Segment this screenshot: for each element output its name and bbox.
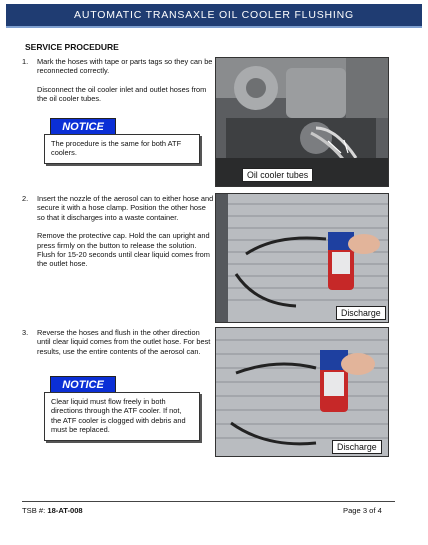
photo-caption: Oil cooler tubes [242,168,313,182]
step-number: 1. [22,57,29,66]
notice-1 [44,118,200,164]
step-text: Disconnect the oil cooler inlet and outlet hoses from the oil cooler tubes. [37,84,207,104]
photo-flush-discharge-1 [215,193,389,323]
photo-flush-discharge-2 [215,327,389,457]
tsb-number: 18-AT-008 [47,506,83,515]
step-1 [22,57,214,113]
header-title: AUTOMATIC TRANSAXLE OIL COOLER FLUSHING [74,9,354,21]
photo-caption: Discharge [332,440,382,454]
footer-page-number: Page 3 of 4 [343,506,382,515]
photo-caption: Discharge [336,306,386,320]
page-header [6,4,422,28]
step-3 [22,328,214,365]
step-text: Insert the nozzle of the aerosol can to either hose and secure it with a hose clamp. Position the other hose so that it discharges into a waste container. [37,194,214,222]
radiator-illustration [216,328,388,456]
photo-oil-cooler-tubes [215,57,389,187]
radiator-illustration [216,194,388,322]
step-number: 3. [22,328,29,337]
engine-illustration [216,58,388,186]
step-2 [22,194,214,278]
step-text: Remove the protective cap. Hold the can upright and press firmly on the button to release the solution. Flush for 15-20 seconds until clear liquid comes from the outlet hose. [37,231,210,269]
notice-2 [44,376,200,441]
footer-divider [22,501,395,502]
step-text: Reverse the hoses and flush in the other direction until clear liquid comes from the outlet hose. For best results, use the entire contents of the aerosol can. [37,328,211,356]
notice-label: NOTICE [50,118,116,134]
notice-label: NOTICE [50,376,116,392]
notice-text: Clear liquid must flow freely in both directions through the ATF cooler. If not, the ATF cooler is clogged with debris and must be replaced. [44,392,200,441]
step-text: Mark the hoses with tape or parts tags so they can be reconnected correctly. [37,57,213,76]
footer-tsb [22,506,83,515]
notice-text: The procedure is the same for both ATF coolers. [44,134,200,164]
section-title: SERVICE PROCEDURE [25,42,119,52]
tsb-label: TSB #: [22,506,46,515]
step-number: 2. [22,194,29,203]
